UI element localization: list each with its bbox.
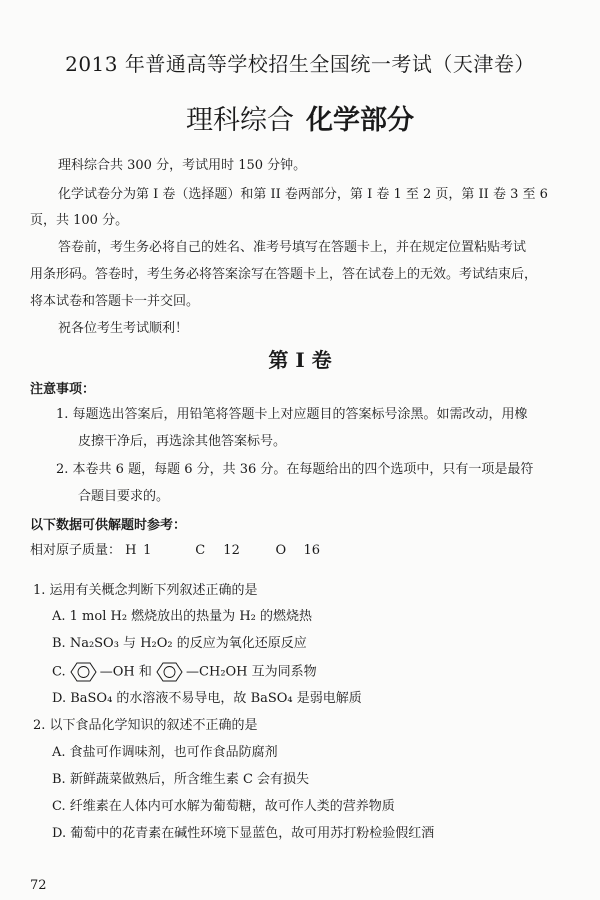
question-2-stem: 2. 以下食品化学知识的叙述不正确的是 [33,718,258,733]
reference-label: 以下数据可供解题时参考： [30,518,187,533]
atom-h-symbol: H [125,543,137,558]
intro-score: 理科综合共 300 分，考试用时 150 分钟。 [58,158,307,173]
section-heading: 第 I 卷 [268,348,332,372]
atom-o-mass: 16 [303,543,320,558]
question-2-option-d: D. 葡萄中的花青素在碱性环境下显蓝色，故可用苏打粉检验假红酒 [52,826,435,841]
subtitle-chemistry: 化学部分 [306,105,414,136]
notice-item-2-line2: 合题目要求的。 [78,489,170,504]
phenol-group: —OH [99,664,135,680]
notice-item-2-line1: 2. 本卷共 6 题，每题 6 分，共 36 分。在每题给出的四个选项中，只有一项是最符 [56,462,534,477]
question-1-option-c [52,661,317,683]
exam-subtitle [0,98,600,137]
atomic-masses [30,541,320,561]
atomic-masses-label: 相对原子质量： [30,543,122,558]
question-1-option-b: B. Na₂SO₃ 与 H₂O₂ 的反应为氧化还原反应 [52,636,307,651]
atom-c-mass: 12 [223,543,240,558]
notice-label: 注意事项： [30,382,96,397]
intro-instructions-line3: 将本试卷和答题卡一并交回。 [30,294,200,309]
atom-h-mass: 1 [143,543,152,558]
question-1-option-a: A. 1 mol H₂ 燃烧放出的热量为 H₂ 的燃烧热 [52,609,312,624]
intro-parts-line2: 页，共 100 分。 [30,213,129,228]
option-c-prefix: C. [52,664,66,680]
question-2-option-a: A. 食盐可作调味剂，也可作食品防腐剂 [52,745,278,760]
subtitle-science: 理科综合 [186,105,294,136]
intro-instructions-line2: 用条形码。答卷时，考生务必将答案涂写在答题卡上，答在试卷上的无效。考试结束后， [30,267,538,282]
intro-parts-line1: 化学试卷分为第 I 卷（选择题）和第 II 卷两部分，第 I 卷 1 至 2 页，第 II 卷 3 至 6 [58,187,548,202]
atom-o-symbol: O [275,543,287,558]
question-2-option-c: C. 纤维素在人体内可水解为葡萄糖，故可作人类的营养物质 [52,799,395,814]
option-c-and: 和 [134,664,157,680]
option-c-suffix: 互为同系物 [247,664,317,680]
benzyl-alcohol-group: —CH₂OH [186,664,248,680]
atom-c-symbol: C [195,543,206,558]
intro-wish: 祝各位考生考试顺利！ [58,321,189,336]
benzene-ring-icon [156,661,186,683]
question-1-option-d: D. BaSO₄ 的水溶液不易导电，故 BaSO₄ 是弱电解质 [52,691,362,706]
notice-item-1-line2: 皮擦干净后，再选涂其他答案标号。 [78,434,287,449]
benzene-ring-icon [70,661,100,683]
exam-title: 2013 年普通高等学校招生全国统一考试（天津卷） [65,52,535,76]
intro-instructions-line1: 答卷前，考生务必将自己的姓名、准考号填写在答题卡上，并在规定位置粘贴考试 [58,240,527,255]
question-1-stem: 1. 运用有关概念判断下列叙述正确的是 [33,583,258,598]
notice-item-1-line1: 1. 每题选出答案后，用铅笔将答题卡上对应题目的答案标号涂黑。如需改动，用橡 [56,407,528,422]
page-number: 72 [30,878,47,893]
question-2-option-b: B. 新鲜蔬菜做熟后，所含维生素 C 会有损失 [52,772,310,787]
